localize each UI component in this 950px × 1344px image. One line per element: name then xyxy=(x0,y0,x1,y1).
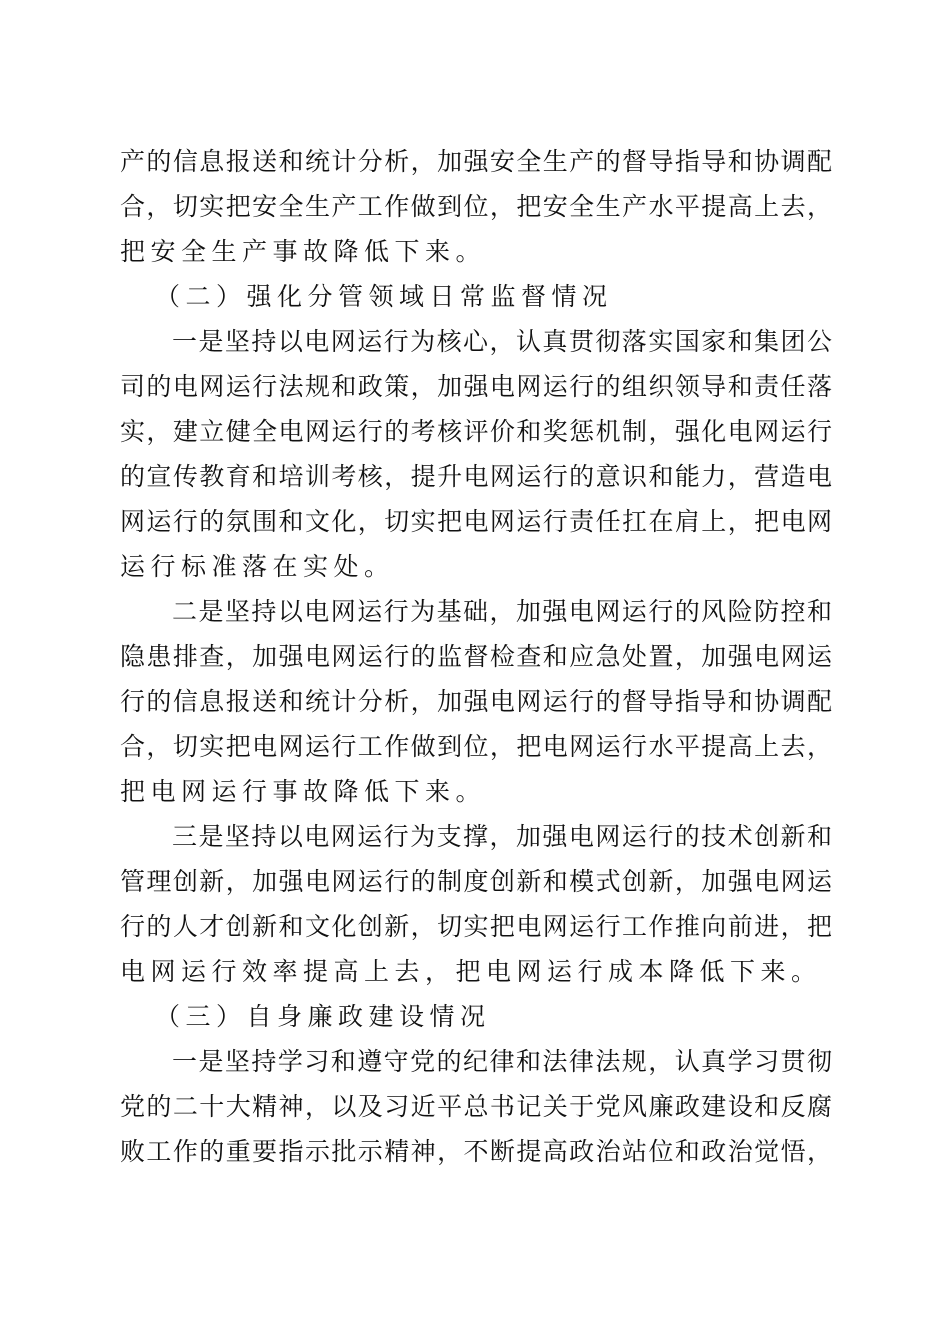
body-text-line: 网运行的氛围和文化，切实把电网运行责任扛在肩上，把电网 xyxy=(120,507,832,536)
section-heading: （三）自身廉政建设情况 xyxy=(155,1002,491,1031)
body-text-line: 把电网运行事故降低下来。 xyxy=(120,777,487,806)
body-text-line: 行的信息报送和统计分析，加强电网运行的督导指导和协调配 xyxy=(120,687,832,716)
body-text-line: 实，建立健全电网运行的考核评价和奖惩机制，强化电网运行 xyxy=(120,417,832,446)
body-text-line: 三是坚持以电网运行为支撑，加强电网运行的技术创新和 xyxy=(172,822,832,851)
body-text-line: 把安全生产事故降低下来。 xyxy=(120,237,487,266)
body-text-line: 二是坚持以电网运行为基础，加强电网运行的风险防控和 xyxy=(172,597,832,626)
body-text-line: 合，切实把安全生产工作做到位，把安全生产水平提高上去， xyxy=(120,192,832,221)
body-text-line: 的宣传教育和培训考核，提升电网运行的意识和能力，营造电 xyxy=(120,462,832,491)
body-text-line: 隐患排查，加强电网运行的监督检查和应急处置，加强电网运 xyxy=(120,642,832,671)
body-text-line: 一是坚持学习和遵守党的纪律和法律法规，认真学习贯彻 xyxy=(172,1047,832,1076)
body-text-line: 行的人才创新和文化创新，切实把电网运行工作推向前进，把 xyxy=(120,912,832,941)
body-text-line: 运行标准落在实处。 xyxy=(120,552,395,581)
body-text-line: 电网运行效率提高上去，把电网运行成本降低下来。 xyxy=(120,957,822,986)
section-heading: （二）强化分管领域日常监督情况 xyxy=(155,282,613,311)
body-text-line: 党的二十大精神，以及习近平总书记关于党风廉政建设和反腐 xyxy=(120,1092,832,1121)
body-text-line: 产的信息报送和统计分析，加强安全生产的督导指导和协调配 xyxy=(120,147,832,176)
body-text-line: 一是坚持以电网运行为核心，认真贯彻落实国家和集团公 xyxy=(172,327,832,356)
body-text-line: 败工作的重要指示批示精神，不断提高政治站位和政治觉悟， xyxy=(120,1137,832,1166)
body-text-line: 司的电网运行法规和政策，加强电网运行的组织领导和责任落 xyxy=(120,372,832,401)
body-text-line: 合，切实把电网运行工作做到位，把电网运行水平提高上去， xyxy=(120,732,832,761)
body-text-line: 管理创新，加强电网运行的制度创新和模式创新，加强电网运 xyxy=(120,867,832,896)
